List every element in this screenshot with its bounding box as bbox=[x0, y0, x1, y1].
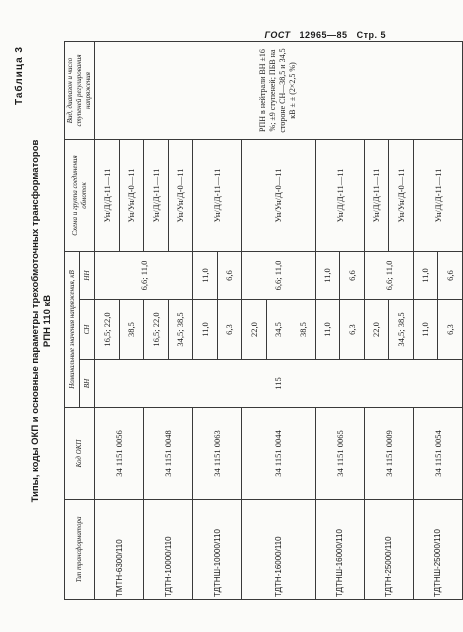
nn-cell: 11,0 bbox=[315, 252, 340, 300]
scheme-cell: Ун/Ун/Д-0—11 bbox=[389, 140, 414, 252]
scheme-cell: Ун/Д/Д-11—11 bbox=[315, 140, 364, 252]
gost-number: 12965—85 bbox=[299, 30, 348, 40]
scheme-cell: Ун/Д/Д-11—11 bbox=[95, 140, 120, 252]
parameters-table bbox=[64, 41, 463, 600]
scheme-cell: Ун/Д/Д-11—11 bbox=[413, 140, 462, 252]
scheme-cell: Ун/Ун/Д-0—11 bbox=[119, 140, 144, 252]
nn-cell: 6,6 bbox=[438, 252, 463, 300]
title-line-2: РПН 110 кВ bbox=[42, 294, 53, 348]
sn-cell: 6,3 bbox=[438, 300, 463, 360]
okp-cell: 34 1151 0048 bbox=[144, 408, 193, 500]
nn-cell: 6,6 bbox=[340, 252, 365, 300]
col-header-nn: НН bbox=[80, 252, 95, 300]
sn-cell: 11,0 bbox=[193, 300, 218, 360]
sn-cell: 16,5; 22,0 bbox=[144, 300, 169, 360]
vn-cell: 115 bbox=[95, 360, 463, 408]
type-cell: ТДТНШ-10000/110 bbox=[193, 500, 242, 600]
sn-cell: 6,3 bbox=[217, 300, 242, 360]
type-cell: ТМТН-6300/110 bbox=[95, 500, 144, 600]
table-title bbox=[30, 42, 54, 600]
col-header-voltage-group: Номинальные значения напряжения, кВ bbox=[65, 252, 80, 408]
col-header-scheme: Схема и группа соединения обмоток bbox=[65, 140, 95, 252]
col-header-regulation: Вид, диапазон и число ступеней регулирования напряжения bbox=[65, 42, 95, 140]
type-cell: ТДТНШ-16000/110 bbox=[315, 500, 364, 600]
okp-cell: 34 1151 0065 bbox=[315, 408, 364, 500]
type-cell: ТДТН-10000/110 bbox=[144, 500, 193, 600]
type-cell: ТДТН-25000/110 bbox=[364, 500, 413, 600]
nn-cell: 11,0 bbox=[193, 252, 218, 300]
nn-cell: 6,6; 11,0 bbox=[242, 252, 316, 300]
col-header-sn: СН bbox=[80, 300, 95, 360]
okp-cell: 34 1151 0044 bbox=[242, 408, 316, 500]
page-header bbox=[264, 30, 386, 40]
sn-cell: 22,0 bbox=[364, 300, 389, 360]
sn-cell: 38,5 bbox=[291, 300, 316, 360]
type-cell: ТДТНШ-25000/110 bbox=[413, 500, 462, 600]
col-header-okp: Код ОКП bbox=[65, 408, 95, 500]
page-number: Стр. 5 bbox=[356, 30, 386, 40]
sn-cell: 6,3 bbox=[340, 300, 365, 360]
col-header-type: Тип трансформатора bbox=[65, 500, 95, 600]
scheme-cell: Ун/Д/Д-11—11 bbox=[364, 140, 389, 252]
okp-cell: 34 1151 0063 bbox=[193, 408, 242, 500]
sn-cell: 11,0 bbox=[315, 300, 340, 360]
nn-cell: 11,0 bbox=[413, 252, 438, 300]
scheme-cell: Ун/Ун/Д-0—11 bbox=[242, 140, 316, 252]
sn-cell: 16,5; 22,0 bbox=[95, 300, 120, 360]
sn-cell: 11,0 bbox=[413, 300, 438, 360]
col-header-vn: ВН bbox=[80, 360, 95, 408]
scheme-cell: Ун/Д/Д-11—11 bbox=[193, 140, 242, 252]
title-line-1: Типы, коды ОКП и основные параметры трехобмоточных трансформаторов bbox=[30, 139, 41, 503]
rotated-table-block bbox=[14, 42, 455, 600]
nn-cell: 6,6; 11,0 bbox=[95, 252, 193, 300]
sn-cell: 34,5 bbox=[266, 300, 291, 360]
gost-label: ГОСТ bbox=[264, 30, 291, 40]
sn-cell: 34,5; 38,5 bbox=[168, 300, 193, 360]
okp-cell: 34 1151 0009 bbox=[364, 408, 413, 500]
sn-cell: 22,0 bbox=[242, 300, 267, 360]
scheme-cell: Ун/Ун/Д-0—11 bbox=[168, 140, 193, 252]
scheme-cell: Ун/Д/Д-11—11 bbox=[144, 140, 169, 252]
table-label: Таблица 3 bbox=[14, 46, 25, 106]
regulation-cell: РПН в нейтрали ВН ±16 %; ±9 ступеней; ПБВ на стороне СН—38,5 и 34,5 кВ ± ± (2×2,5 %) bbox=[95, 42, 463, 140]
okp-cell: 34 1151 0056 bbox=[95, 408, 144, 500]
nn-cell: 6,6 bbox=[217, 252, 242, 300]
okp-cell: 34 1151 0054 bbox=[413, 408, 462, 500]
type-cell: ТДТН-16000/110 bbox=[242, 500, 316, 600]
nn-cell: 6,6; 11,0 bbox=[364, 252, 413, 300]
sn-cell: 34,5; 38,5 bbox=[389, 300, 414, 360]
sn-cell: 38,5 bbox=[119, 300, 144, 360]
